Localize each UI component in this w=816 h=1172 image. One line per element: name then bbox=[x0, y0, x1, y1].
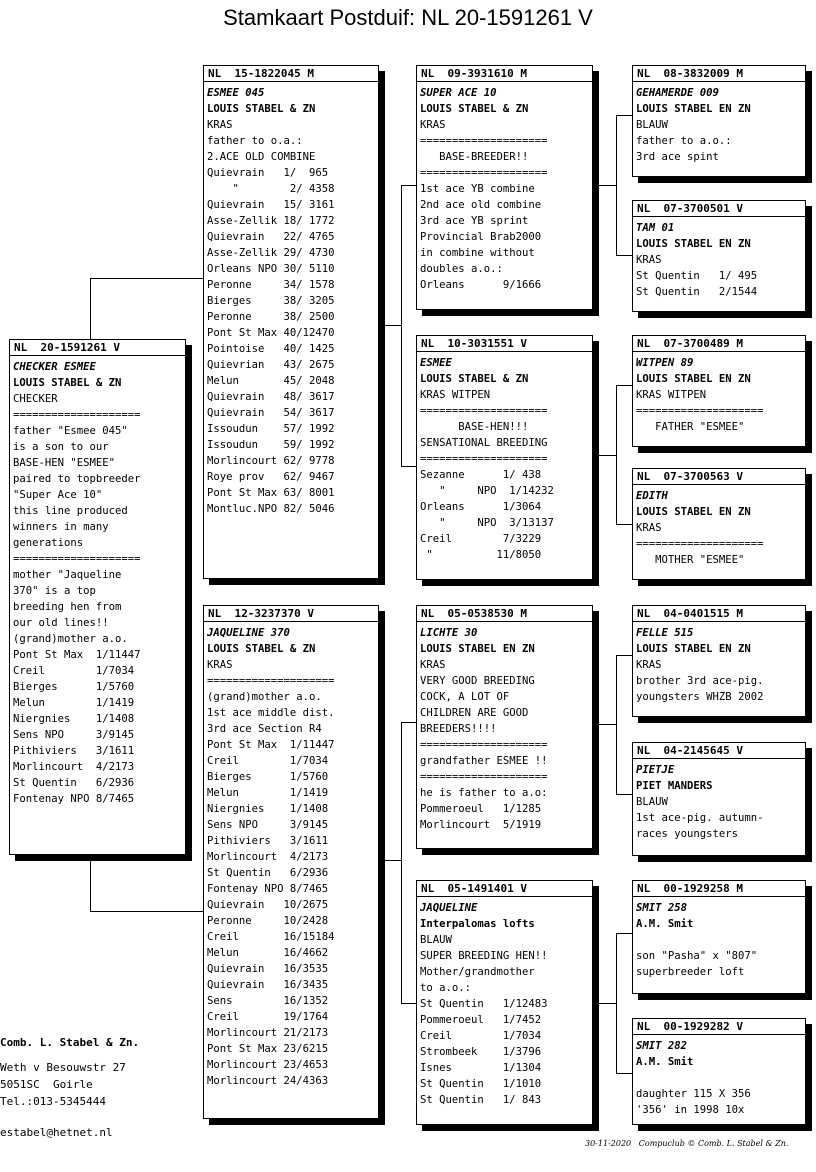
info-line: ==================== bbox=[420, 453, 548, 465]
connector-fm-out bbox=[597, 455, 616, 456]
info-line: Creil 1/7034 bbox=[207, 755, 329, 767]
info-line: Creil 19/1764 bbox=[207, 1011, 329, 1023]
connector-mm-h bbox=[401, 1003, 417, 1004]
connector-ff-out bbox=[597, 185, 616, 186]
info-line: ==================== bbox=[207, 675, 335, 687]
info-line: KRAS WITPEN bbox=[636, 389, 707, 401]
info-line: KRAS bbox=[636, 659, 662, 671]
breeder-name: LOUIS STABEL EN ZN bbox=[636, 506, 751, 518]
info-line: Morlincourt 23/4653 bbox=[207, 1059, 329, 1071]
connector-mmm-h bbox=[616, 1073, 632, 1074]
info-line: Issoudun 59/ 1992 bbox=[207, 439, 335, 451]
info-line: KRAS bbox=[420, 119, 446, 131]
pigeon-card-mmf bbox=[632, 880, 806, 994]
info-line: Pont St Max 40/12470 bbox=[207, 327, 335, 339]
info-line: Pont St Max 1/11447 bbox=[207, 739, 335, 751]
info-line: winners in many bbox=[13, 521, 109, 533]
breeder-name: LOUIS STABEL EN ZN bbox=[636, 373, 751, 385]
info-line: father to a.o.: bbox=[636, 135, 732, 147]
info-line: Orleans 9/1666 bbox=[420, 279, 542, 291]
info-line: '356' in 1998 10x bbox=[636, 1104, 745, 1116]
info-line: Quievrain 10/2675 bbox=[207, 899, 329, 911]
info-line: BLAUW bbox=[636, 119, 668, 131]
connector-ff-v bbox=[616, 115, 617, 256]
info-line: 3rd ace spint bbox=[636, 151, 719, 163]
info-line: " 11/8050 bbox=[420, 549, 542, 561]
card-body bbox=[417, 352, 592, 563]
info-line: this line produced bbox=[13, 505, 128, 517]
info-line: Pithiviers 3/1611 bbox=[13, 745, 135, 757]
pigeon-card-mff bbox=[632, 605, 806, 717]
info-line bbox=[636, 932, 805, 948]
info-line: " NPO 3/13137 bbox=[420, 517, 554, 529]
breeder-name: LOUIS STABEL & ZN bbox=[420, 373, 529, 385]
card-body bbox=[633, 1035, 805, 1118]
info-line: Pithiviers 3/1611 bbox=[207, 835, 329, 847]
card-body bbox=[204, 622, 378, 1089]
connector-fmf-h bbox=[616, 385, 632, 386]
info-line: BLAUW bbox=[636, 796, 668, 808]
connector-mm-out bbox=[597, 1003, 616, 1004]
connector-father-h bbox=[383, 325, 401, 326]
info-line: 2.ACE OLD COMBINE bbox=[207, 151, 316, 163]
pigeon-name: PIETJE bbox=[636, 764, 675, 776]
info-line: Morlincourt 24/4363 bbox=[207, 1075, 329, 1087]
info-line: ==================== bbox=[13, 409, 141, 421]
pigeon-name: EDITH bbox=[636, 490, 668, 502]
connector-mf-v bbox=[616, 655, 617, 795]
connector-mother-h bbox=[383, 860, 401, 861]
info-line: St Quentin 1/12483 bbox=[420, 998, 548, 1010]
connector-ffm-h bbox=[616, 255, 632, 256]
pigeon-name: WITPEN 89 bbox=[636, 357, 694, 369]
info-line: Peronne 10/2428 bbox=[207, 915, 329, 927]
ring-number: NL 20-1591261 V bbox=[10, 340, 185, 356]
connector-mother-v bbox=[401, 722, 402, 1004]
info-line: 370" is a top bbox=[13, 585, 96, 597]
info-line: KRAS WITPEN bbox=[420, 389, 491, 401]
breeder-name: LOUIS STABEL EN ZN bbox=[636, 643, 751, 655]
info-line: Niergnies 1/1408 bbox=[13, 713, 135, 725]
info-line: St Quentin 2/1544 bbox=[636, 286, 758, 298]
ring-number: NL 10-3031551 V bbox=[417, 336, 592, 352]
info-line: races youngsters bbox=[636, 828, 739, 840]
info-line: doubles a.o.: bbox=[420, 263, 503, 275]
pigeon-card-ffm bbox=[632, 200, 806, 312]
info-line: 3rd ace Section R4 bbox=[207, 723, 322, 735]
info-line: Sens NPO 3/9145 bbox=[13, 729, 135, 741]
pigeon-card-father bbox=[203, 65, 379, 579]
info-line: Peronne 38/ 2500 bbox=[207, 311, 335, 323]
info-line: Isnes 1/1304 bbox=[420, 1062, 542, 1074]
info-line: Morlincourt 62/ 9778 bbox=[207, 455, 335, 467]
info-line: our old lines!! bbox=[13, 617, 109, 629]
info-line: ==================== bbox=[420, 405, 548, 417]
info-line: grandfather ESMEE !! bbox=[420, 755, 548, 767]
info-line: Peronne 34/ 1578 bbox=[207, 279, 335, 291]
card-body bbox=[633, 217, 805, 300]
connector-fm-v bbox=[616, 385, 617, 525]
info-line: Pont St Max 63/ 8001 bbox=[207, 487, 335, 499]
info-line: KRAS bbox=[636, 254, 662, 266]
connector-mfm-h bbox=[616, 794, 632, 795]
info-line: BASE-HEN "ESMEE" bbox=[13, 457, 116, 469]
info-line: Quievrain 54/ 3617 bbox=[207, 407, 335, 419]
connector-mff-h bbox=[616, 655, 632, 656]
info-line: CHECKER bbox=[13, 393, 58, 405]
info-line: Creil 1/7034 bbox=[420, 1030, 542, 1042]
info-line: 1st ace middle dist. bbox=[207, 707, 335, 719]
info-line: 2nd ace old combine bbox=[420, 199, 542, 211]
card-body bbox=[633, 352, 805, 435]
info-line: in combine without bbox=[420, 247, 535, 259]
breeder-name: A.M. Smit bbox=[636, 918, 694, 930]
connector-subject-father-v bbox=[90, 278, 91, 340]
footer-credit: 30-11-2020 Compuclub © Comb. L. Stabel & Zn. bbox=[585, 1139, 789, 1148]
info-line: mother "Jaqueline bbox=[13, 569, 122, 581]
pigeon-card-mf bbox=[416, 605, 593, 849]
pigeon-name: JAQUELINE bbox=[420, 902, 478, 914]
pigeon-card-mfm bbox=[632, 742, 806, 856]
connector-mmf-h bbox=[616, 933, 632, 934]
info-line: to a.o.: bbox=[420, 982, 472, 994]
ring-number: NL 09-3931610 M bbox=[417, 66, 592, 82]
info-line: BASE-HEN!!! bbox=[420, 421, 529, 433]
info-line: Morlincourt 21/2173 bbox=[207, 1027, 329, 1039]
owner-email[interactable]: estabel@hetnet.nl bbox=[0, 1126, 113, 1139]
pigeon-card-mother bbox=[203, 605, 379, 1119]
pigeon-name: FELLE 515 bbox=[636, 627, 694, 639]
breeder-name: LOUIS STABEL & ZN bbox=[207, 103, 316, 115]
info-line: Pommeroeul 1/1285 bbox=[420, 803, 542, 815]
pigeon-name: ESMEE 045 bbox=[207, 87, 265, 99]
info-line: SENSATIONAL BREEDING bbox=[420, 437, 548, 449]
info-line: brother 3rd ace-pig. bbox=[636, 675, 764, 687]
ring-number: NL 07-3700563 V bbox=[633, 469, 805, 485]
info-line: he is father to a.o: bbox=[420, 787, 548, 799]
info-line: Creil 16/15184 bbox=[207, 931, 335, 943]
ring-number: NL 12-3237370 V bbox=[204, 606, 378, 622]
pigeon-name: LICHTE 30 bbox=[420, 627, 478, 639]
info-line: CHILDREN ARE GOOD bbox=[420, 707, 529, 719]
card-body bbox=[417, 622, 592, 833]
info-line: Morlincourt 5/1919 bbox=[420, 819, 542, 831]
card-body bbox=[633, 759, 805, 842]
info-line: Sens 16/1352 bbox=[207, 995, 329, 1007]
connector-ff-h bbox=[401, 185, 417, 186]
breeder-name: LOUIS STABEL & ZN bbox=[207, 643, 316, 655]
pigeon-name: SUPER ACE 10 bbox=[420, 87, 497, 99]
connector-father-v bbox=[401, 185, 402, 466]
info-line: (grand)mother a.o. bbox=[207, 691, 322, 703]
info-line: Quievrain 15/ 3161 bbox=[207, 199, 335, 211]
connector-mf-h bbox=[401, 722, 417, 723]
connector-mf-out bbox=[597, 724, 616, 725]
info-line: Creil 1/7034 bbox=[13, 665, 135, 677]
info-line: MOTHER "ESMEE" bbox=[636, 554, 745, 566]
info-line: ==================== bbox=[636, 405, 764, 417]
page-title: Stamkaart Postduif: NL 20-1591261 V bbox=[223, 5, 593, 30]
card-body bbox=[633, 485, 805, 568]
info-line: paired to topbreeder bbox=[13, 473, 141, 485]
info-line: youngsters WHZB 2002 bbox=[636, 691, 764, 703]
pigeon-card-fmm bbox=[632, 468, 806, 580]
ring-number: NL 07-3700489 M bbox=[633, 336, 805, 352]
breeder-name: LOUIS STABEL & ZN bbox=[420, 103, 529, 115]
info-line: 3rd ace YB sprint bbox=[420, 215, 529, 227]
info-line: Creil 7/3229 bbox=[420, 533, 542, 545]
info-line: VERY GOOD BREEDING bbox=[420, 675, 535, 687]
info-line: Asse-Zellik 18/ 1772 bbox=[207, 215, 335, 227]
breeder-name: LOUIS STABEL EN ZN bbox=[420, 643, 535, 655]
pigeon-name: SMIT 258 bbox=[636, 902, 688, 914]
pigeon-name: TAM 01 bbox=[636, 222, 675, 234]
info-line: KRAS bbox=[420, 659, 446, 671]
info-line: breeding hen from bbox=[13, 601, 122, 613]
info-line: Fontenay NPO 8/7465 bbox=[207, 883, 329, 895]
connector-fm-h bbox=[401, 466, 417, 467]
pigeon-card-fm bbox=[416, 335, 593, 580]
info-line: Quievrain 1/ 965 bbox=[207, 167, 329, 179]
ring-number: NL 05-1491401 V bbox=[417, 881, 592, 897]
connector-subject-mother-h bbox=[90, 911, 204, 912]
info-line: Issoudun 57/ 1992 bbox=[207, 423, 335, 435]
info-line: Orleans NPO 30/ 5110 bbox=[207, 263, 335, 275]
ring-number: NL 08-3832009 M bbox=[633, 66, 805, 82]
info-line: Strombeek 1/3796 bbox=[420, 1046, 542, 1058]
info-line: St Quentin 1/ 843 bbox=[420, 1094, 542, 1106]
breeder-name: A.M. Smit bbox=[636, 1056, 694, 1068]
info-line: Mother/grandmother bbox=[420, 966, 535, 978]
info-line: BASE-BREEDER!! bbox=[420, 151, 529, 163]
connector-fff-h bbox=[616, 115, 632, 116]
pigeon-name: CHECKER ESMEE bbox=[13, 361, 96, 373]
ring-number: NL 15-1822045 M bbox=[204, 66, 378, 82]
info-line: St Quentin 6/2936 bbox=[13, 777, 135, 789]
owner-city: 5051SC Goirle bbox=[0, 1078, 93, 1091]
info-line: Pont St Max 1/11447 bbox=[13, 649, 141, 661]
pigeon-card-mm bbox=[416, 880, 593, 1125]
card-body bbox=[204, 82, 378, 517]
info-line: ==================== bbox=[636, 538, 764, 550]
info-line: Niergnies 1/1408 bbox=[207, 803, 329, 815]
ring-number: NL 04-2145645 V bbox=[633, 743, 805, 759]
info-line: Melun 1/1419 bbox=[13, 697, 135, 709]
pigeon-card-subject bbox=[9, 339, 186, 855]
info-line: KRAS bbox=[207, 659, 233, 671]
info-line: BLAUW bbox=[420, 934, 452, 946]
info-line: Montluc.NPO 82/ 5046 bbox=[207, 503, 335, 515]
pigeon-name: GEHAMERDE 009 bbox=[636, 87, 719, 99]
info-line: St Quentin 6/2936 bbox=[207, 867, 329, 879]
info-line: Melun 16/4662 bbox=[207, 947, 329, 959]
info-line: Roye prov 62/ 9467 bbox=[207, 471, 335, 483]
info-line: Asse-Zellik 29/ 4730 bbox=[207, 247, 335, 259]
info-line: Quievrain 48/ 3617 bbox=[207, 391, 335, 403]
info-line: Bierges 38/ 3205 bbox=[207, 295, 335, 307]
info-line: ==================== bbox=[420, 167, 548, 179]
connector-subject-mother-v bbox=[90, 852, 91, 912]
card-body bbox=[417, 897, 592, 1108]
info-line: son "Pasha" x "807" bbox=[636, 950, 758, 962]
breeder-name: LOUIS STABEL EN ZN bbox=[636, 103, 751, 115]
info-line: Quievrain 16/3535 bbox=[207, 963, 329, 975]
pigeon-name: ESMEE bbox=[420, 357, 452, 369]
pigeon-card-fmf bbox=[632, 335, 806, 447]
card-body bbox=[633, 897, 805, 980]
card-body bbox=[633, 82, 805, 165]
info-line: St Quentin 1/1010 bbox=[420, 1078, 542, 1090]
info-line: COCK, A LOT OF bbox=[420, 691, 510, 703]
info-line: Pointoise 40/ 1425 bbox=[207, 343, 335, 355]
info-line: Bierges 1/5760 bbox=[13, 681, 135, 693]
card-body bbox=[417, 82, 592, 293]
ring-number: NL 00-1929282 V bbox=[633, 1019, 805, 1035]
info-line: generations bbox=[13, 537, 84, 549]
breeder-name: PIET MANDERS bbox=[636, 780, 713, 792]
info-line: "Super Ace 10" bbox=[13, 489, 103, 501]
owner-phone: Tel.:013-5345444 bbox=[0, 1095, 106, 1108]
info-line: BREEDERS!!!! bbox=[420, 723, 497, 735]
info-line: St Quentin 1/ 495 bbox=[636, 270, 758, 282]
info-line: Quievrain 16/3435 bbox=[207, 979, 329, 991]
connector-fmm-h bbox=[616, 524, 632, 525]
info-line: 1st ace YB combine bbox=[420, 183, 535, 195]
info-line: father to o.a.: bbox=[207, 135, 303, 147]
info-line: Morlincourt 4/2173 bbox=[207, 851, 329, 863]
info-line: ==================== bbox=[13, 553, 141, 565]
connector-mm-v bbox=[616, 933, 617, 1074]
info-line: Quievrian 43/ 2675 bbox=[207, 359, 335, 371]
pigeon-card-mmm bbox=[632, 1018, 806, 1125]
info-line: superbreeder loft bbox=[636, 966, 745, 978]
owner-address: Weth v Besouwstr 27 bbox=[0, 1061, 126, 1074]
info-line: Pommeroeul 1/7452 bbox=[420, 1014, 542, 1026]
info-line: ==================== bbox=[420, 771, 548, 783]
info-line: Fontenay NPO 8/7465 bbox=[13, 793, 135, 805]
connector-subject-father-h bbox=[90, 278, 204, 279]
info-line: " NPO 1/14232 bbox=[420, 485, 554, 497]
info-line: Provincial Brab2000 bbox=[420, 231, 542, 243]
info-line: SUPER BREEDING HEN!! bbox=[420, 950, 548, 962]
ring-number: NL 05-0538530 M bbox=[417, 606, 592, 622]
info-line: Quievrain 22/ 4765 bbox=[207, 231, 335, 243]
info-line: Sezanne 1/ 438 bbox=[420, 469, 542, 481]
breeder-name: LOUIS STABEL EN ZN bbox=[636, 238, 751, 250]
info-line: Bierges 1/5760 bbox=[207, 771, 329, 783]
owner-name: Comb. L. Stabel & Zn. bbox=[0, 1036, 140, 1049]
info-line: daughter 115 X 356 bbox=[636, 1088, 751, 1100]
pigeon-name: JAQUELINE 370 bbox=[207, 627, 290, 639]
breeder-name: LOUIS STABEL & ZN bbox=[13, 377, 122, 389]
breeder-name: Interpalomas lofts bbox=[420, 918, 535, 930]
info-line: father "Esmee 045" bbox=[13, 425, 128, 437]
info-line: Melun 1/1419 bbox=[207, 787, 329, 799]
card-body bbox=[10, 356, 185, 807]
info-line: ==================== bbox=[420, 739, 548, 751]
info-line: Melun 45/ 2048 bbox=[207, 375, 335, 387]
info-line bbox=[636, 1070, 805, 1086]
ring-number: NL 04-0401515 M bbox=[633, 606, 805, 622]
info-line: Morlincourt 4/2173 bbox=[13, 761, 135, 773]
pigeon-card-ff bbox=[416, 65, 593, 310]
pigeon-card-fff bbox=[632, 65, 806, 177]
info-line: is a son to our bbox=[13, 441, 109, 453]
info-line: Pont St Max 23/6215 bbox=[207, 1043, 329, 1055]
ring-number: NL 07-3700501 V bbox=[633, 201, 805, 217]
info-line: ==================== bbox=[420, 135, 548, 147]
info-line: Orleans 1/3064 bbox=[420, 501, 542, 513]
info-line: " 2/ 4358 bbox=[207, 183, 335, 195]
ring-number: NL 00-1929258 M bbox=[633, 881, 805, 897]
info-line: Sens NPO 3/9145 bbox=[207, 819, 329, 831]
pigeon-name: SMIT 282 bbox=[636, 1040, 688, 1052]
info-line: 1st ace-pig. autumn- bbox=[636, 812, 764, 824]
info-line: (grand)mother a.o. bbox=[13, 633, 128, 645]
card-body bbox=[633, 622, 805, 705]
info-line: KRAS bbox=[636, 522, 662, 534]
info-line: FATHER "ESMEE" bbox=[636, 421, 745, 433]
info-line: KRAS bbox=[207, 119, 233, 131]
